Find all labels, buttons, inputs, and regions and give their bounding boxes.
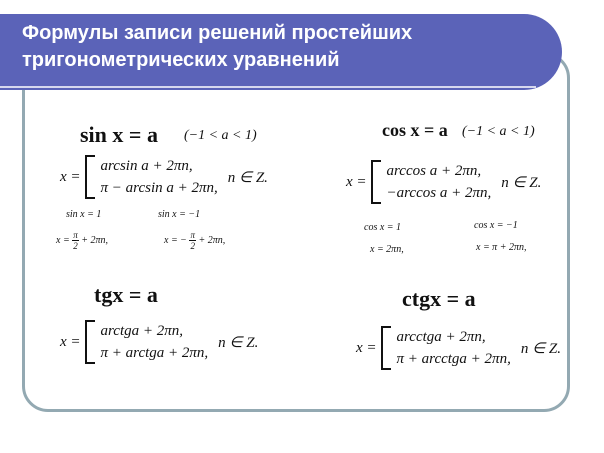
tg-line-2: π + arctga + 2πn, (100, 345, 209, 361)
cos-line-1: arccos a + 2πn, (386, 163, 482, 179)
cos-x-label: x = (346, 173, 367, 190)
sin-case-1-prefix: x = (56, 234, 70, 246)
sin-equation: sin x = a (80, 122, 158, 147)
sin-case-2: sin x = −1 (158, 209, 201, 220)
title-line-2: тригонометрических уравнений (22, 49, 340, 71)
cos-case-1-solution: x = 2πn, (370, 244, 404, 255)
pi-over-2-fraction (72, 230, 79, 251)
sin-case-1-solution (56, 230, 108, 251)
sin-case-1: sin x = 1 (66, 209, 102, 220)
ctg-n-in-z: n ∈ Z. (520, 340, 561, 357)
cos-case-2: cos x = −1 (474, 220, 518, 231)
ctg-line-2: π + arcctga + 2πn, (396, 351, 511, 367)
ctg-equation: ctgx = a (402, 286, 476, 311)
cos-case-2-solution: x = π + 2πn, (476, 242, 527, 253)
tg-equation: tgx = a (94, 282, 158, 307)
fraction-denominator: 2 (190, 241, 195, 251)
cos-n-in-z: n ∈ Z. (501, 174, 542, 191)
sin-x-label: x = (60, 168, 81, 185)
sin-case-1-suffix: + 2πn, (81, 234, 108, 246)
page-title (22, 20, 542, 74)
tg-bracket (85, 320, 95, 364)
ctg-solution (356, 326, 561, 370)
tg-n-in-z: n ∈ Z. (218, 334, 259, 351)
sin-case-2-prefix: x = − (164, 234, 187, 246)
cos-line-2: −arccos a + 2πn, (386, 185, 492, 201)
ctg-bracket (381, 326, 391, 370)
pi-over-2-fraction (189, 230, 196, 251)
sin-condition: (−1 < a < 1) (184, 128, 257, 143)
sin-n-in-z: n ∈ Z. (227, 169, 268, 186)
banner-underline (0, 86, 536, 88)
cos-condition: (−1 < a < 1) (462, 124, 535, 139)
tg-line-1: arctga + 2πn, (100, 323, 184, 339)
cos-solution (346, 160, 541, 204)
title-line-1: Формулы записи решений простейших (22, 22, 413, 44)
fraction-numerator: π (73, 230, 78, 240)
ctg-x-label: x = (356, 339, 377, 356)
sin-case-2-solution (164, 230, 225, 251)
fraction-numerator: π (190, 230, 195, 240)
fraction-denominator: 2 (73, 241, 78, 251)
sin-line-1: arcsin a + 2πn, (100, 158, 193, 174)
cos-case-1: cos x = 1 (364, 222, 402, 233)
cos-equation: cos x = a (382, 120, 448, 140)
sin-line-2: π − arcsin a + 2πn, (100, 180, 218, 196)
sin-solution (60, 155, 268, 199)
tg-solution (60, 320, 258, 364)
tg-x-label: x = (60, 333, 81, 350)
ctg-line-1: arcctga + 2πn, (396, 329, 486, 345)
sin-bracket (85, 155, 95, 199)
sin-case-2-suffix: + 2πn, (198, 234, 226, 246)
cos-bracket (371, 160, 381, 204)
